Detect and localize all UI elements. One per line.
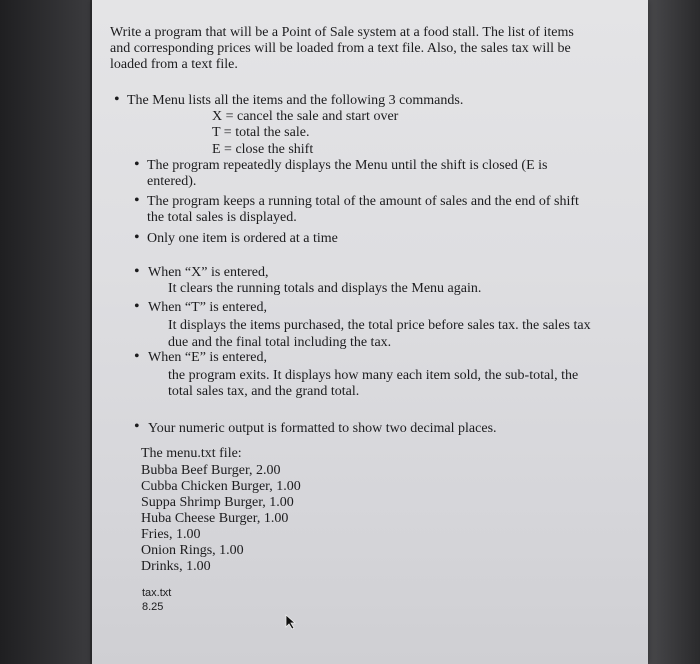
menu-file-line: Drinks, 1.00 — [141, 559, 211, 574]
menu-file-line: Bubba Beef Burger, 2.00 — [141, 463, 281, 478]
mouse-cursor-icon — [285, 614, 297, 630]
repeat-line-2: entered). — [147, 174, 197, 189]
bullet-when-e: • — [134, 348, 140, 365]
repeat-line-1: The program repeatedly displays the Menu until the shift is closed (E is — [147, 158, 548, 173]
when-t-body-1: It displays the items purchased, the total price before sales tax. the sales tax — [168, 318, 591, 333]
background-left — [0, 0, 90, 664]
command-t: T = total the sale. — [212, 125, 310, 140]
bullet-when-t: • — [134, 298, 140, 315]
when-t-head: When “T” is entered, — [148, 300, 267, 315]
tax-file-value: 8.25 — [142, 601, 164, 613]
running-line-2: the total sales is displayed. — [147, 210, 297, 225]
when-e-body-2: total sales tax, and the grand total. — [168, 384, 360, 399]
bullet-numeric: • — [134, 418, 140, 435]
running-line-1: The program keeps a running total of the amount of sales and the end of shift — [147, 194, 579, 209]
intro-line-3: loaded from a text file. — [110, 57, 238, 72]
command-x: X = cancel the sale and start over — [212, 109, 399, 124]
bullet-menu: • — [114, 91, 120, 108]
when-t-body-2: due and the final total including the tax. — [168, 335, 392, 350]
command-e: E = close the shift — [212, 142, 314, 157]
menu-file-line: Fries, 1.00 — [141, 527, 201, 542]
menu-bullet-text: The Menu lists all the items and the following 3 commands. — [127, 93, 464, 108]
bullet-running: • — [134, 192, 140, 209]
menu-file-line: Suppa Shrimp Burger, 1.00 — [141, 495, 294, 510]
when-e-body-1: the program exits. It displays how many each item sold, the sub-total, the — [168, 368, 579, 383]
numeric-text: Your numeric output is formatted to show two decimal places. — [148, 421, 497, 436]
one-item-text: Only one item is ordered at a time — [147, 231, 338, 246]
tax-file-name: tax.txt — [142, 587, 172, 599]
intro-line-1: Write a program that will be a Point of Sale system at a food stall. The list of items — [110, 25, 574, 40]
menu-file-line: Cubba Chicken Burger, 1.00 — [141, 479, 301, 494]
bullet-when-x: • — [134, 263, 140, 280]
menu-file-line: Onion Rings, 1.00 — [141, 543, 244, 558]
when-x-body-1: It clears the running totals and displays the Menu again. — [168, 281, 482, 296]
background-right — [645, 0, 700, 664]
when-e-head: When “E” is entered, — [148, 350, 267, 365]
intro-line-2: and corresponding prices will be loaded from a text file. Also, the sales tax will be — [110, 41, 571, 56]
menu-file-line: Huba Cheese Burger, 1.00 — [141, 511, 289, 526]
bullet-repeat: • — [134, 156, 140, 173]
when-x-head: When “X” is entered, — [148, 265, 269, 280]
bullet-one-item: • — [134, 229, 140, 246]
document-page — [92, 0, 648, 664]
menu-file-heading: The menu.txt file: — [141, 446, 242, 461]
